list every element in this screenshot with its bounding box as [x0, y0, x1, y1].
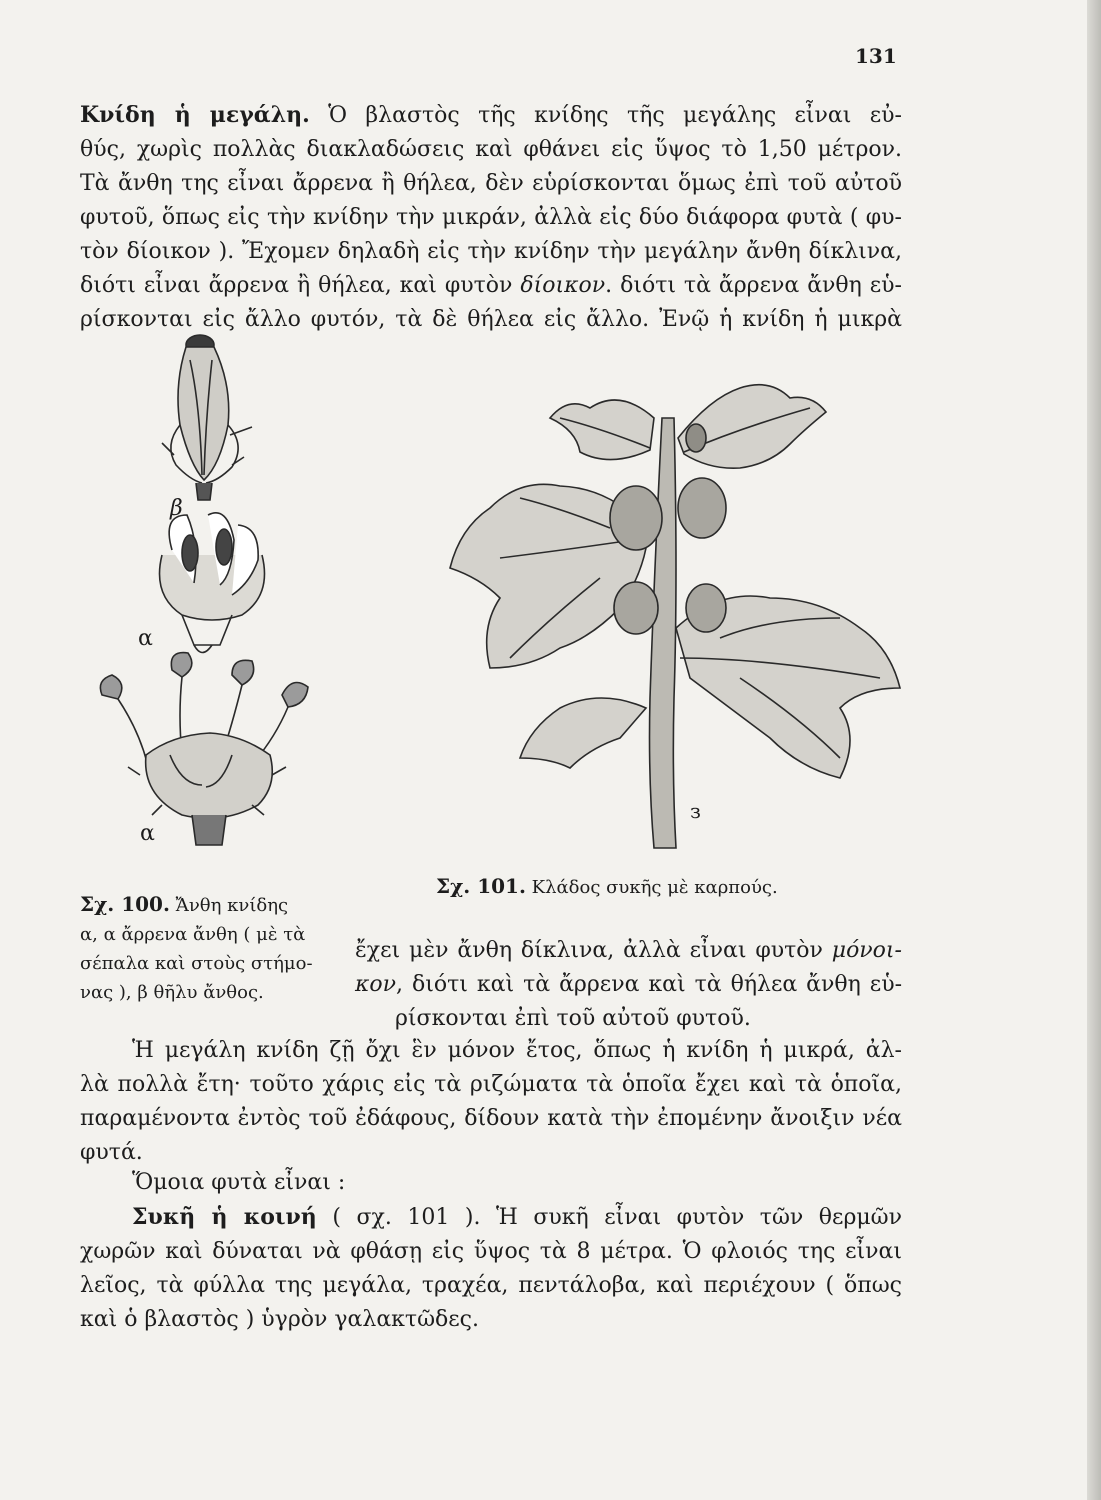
text-line — [80, 269, 902, 303]
caption-line — [80, 890, 330, 920]
italic-term: μόνοι- — [831, 938, 902, 963]
caption-figure-100 — [80, 890, 330, 1007]
page-edge — [1087, 0, 1101, 1500]
italic-term: κον — [355, 972, 397, 997]
text-line: ρίσκονται εἰς ἄλλο φυτόν, τὰ δὲ θήλεα εἰς ἄλλο. Ἐνῷ ἡ κνίδη ἡ μικρὰ — [80, 307, 902, 332]
figure-100-nettle-flowers — [82, 315, 342, 855]
caption-figure-101 — [436, 872, 778, 902]
text-run: Ὁ βλαστὸς τῆς κνίδης τῆς μεγάλης εἶναι εὐ- — [309, 103, 902, 128]
text-line: παραμένοντα ἐντὸς τοῦ ἐδάφους, δίδουν κατὰ τὴν ἐπομένην ἄνοιξιν νέα — [80, 1106, 902, 1131]
heading-term: Κνίδη ἡ μεγάλη. — [80, 102, 310, 128]
figure-label-z: з — [690, 799, 701, 823]
caption-text: Κλάδος συκῆς μὲ καρπούς. — [525, 877, 778, 898]
figure-label-alpha-2: α — [140, 821, 155, 846]
nettle-flowers-illustration — [82, 315, 342, 855]
text-line: ρίσκονται ἐπὶ τοῦ αὐτοῦ φυτοῦ. — [395, 1006, 751, 1031]
text-line: τὸν δίοικον ). Ἔχομεν δηλαδὴ εἰς τὴν κνίδην τὴν μεγάλην ἄνθη δίκλινα, — [80, 239, 902, 264]
text-line: λὰ πολλὰ ἔτη· τοῦτο χάρις εἰς τὰ ριζώματα τὰ ὁποῖα ἔχει καὶ τὰ ὁποῖα, — [80, 1072, 902, 1097]
text-line — [355, 968, 902, 1002]
italic-term: δίοικον — [520, 273, 606, 298]
text-line: Ὅμοια φυτὰ εἶναι : — [132, 1170, 346, 1195]
caption-line: νας ), β θῆλυ ἄνθος. — [80, 982, 264, 1003]
text-line: Τὰ ἄνθη της εἶναι ἄρρενα ἢ θήλεα, δὲν εὑρίσκονται ὅμως ἐπὶ τοῦ αὐτοῦ — [80, 171, 902, 196]
fig-branch-illustration — [440, 378, 910, 868]
page-number: 131 — [855, 44, 897, 68]
caption-line: α, α ἄρρενα ἄνθη ( μὲ τὰ — [80, 924, 306, 945]
text-line: θύς, χωρὶς πολλὰς διακλαδώσεις καὶ φθάνει εἰς ὕψος τὸ 1,50 μέτρον. — [80, 137, 902, 162]
text-line — [355, 934, 902, 968]
text-run: ( σχ. 101 ). Ἡ συκῆ εἶναι φυτὸν τῶν θερμῶν — [316, 1205, 902, 1230]
text-line: λεῖος, τὰ φύλλα της μεγάλα, τραχέα, πεντάλοβα, καὶ περιέχουν ( ὅπως — [80, 1273, 902, 1298]
paragraph-monoecious — [355, 934, 902, 1036]
text-line: χωρῶν καὶ δύναται νὰ φθάσῃ εἰς ὕψος τὰ 8 μέτρα. Ὁ φλοιός της εἶναι — [80, 1239, 902, 1264]
paragraph-similar-plants — [80, 1166, 902, 1200]
paragraph-perennial — [80, 1034, 902, 1170]
text-run: , διότι καὶ τὰ ἄρρενα καὶ τὰ θήλεα ἄνθη εὑ- — [396, 972, 902, 997]
text-line: φυτά. — [80, 1140, 143, 1165]
text-line — [80, 1200, 902, 1235]
figure-label-alpha-1: α — [138, 626, 153, 651]
caption-text: Ἄνθη κνίδης — [169, 895, 289, 916]
text-run: . διότι τὰ ἄρρενα ἄνθη εὑ- — [605, 273, 902, 298]
figure-101-fig-branch — [440, 378, 910, 868]
text-line — [80, 98, 902, 133]
text-run: ἔχει μὲν ἄνθη δίκλινα, ἀλλὰ εἶναι φυτὸν — [355, 938, 832, 963]
text-run: διότι εἶναι ἄρρενα ἢ θήλεα, καὶ φυτὸν — [80, 273, 521, 298]
caption-line: σέπαλα καὶ στοὺς στήμο- — [80, 953, 313, 974]
caption-label: Σχ. 101. — [436, 874, 526, 898]
paragraph-fig-tree — [80, 1200, 902, 1337]
text-line: καὶ ὁ βλαστὸς ) ὑγρὸν γαλακτῶδες. — [80, 1307, 479, 1332]
text-line: Ἡ μεγάλη κνίδη ζῇ ὄχι ἓν μόνον ἔτος, ὅπως ἡ κνίδη ἡ μικρά, ἀλ- — [132, 1038, 902, 1063]
paragraph-nettle-large — [80, 98, 902, 337]
caption-label: Σχ. 100. — [80, 892, 170, 916]
text-line: φυτοῦ, ὅπως εἰς τὴν κνίδην τὴν μικράν, ἀλλὰ εἰς δύο διάφορα φυτὰ ( φυ- — [80, 205, 902, 230]
heading-term: Συκῆ ἡ κοινή — [132, 1204, 317, 1230]
figure-label-beta: β — [170, 496, 183, 521]
